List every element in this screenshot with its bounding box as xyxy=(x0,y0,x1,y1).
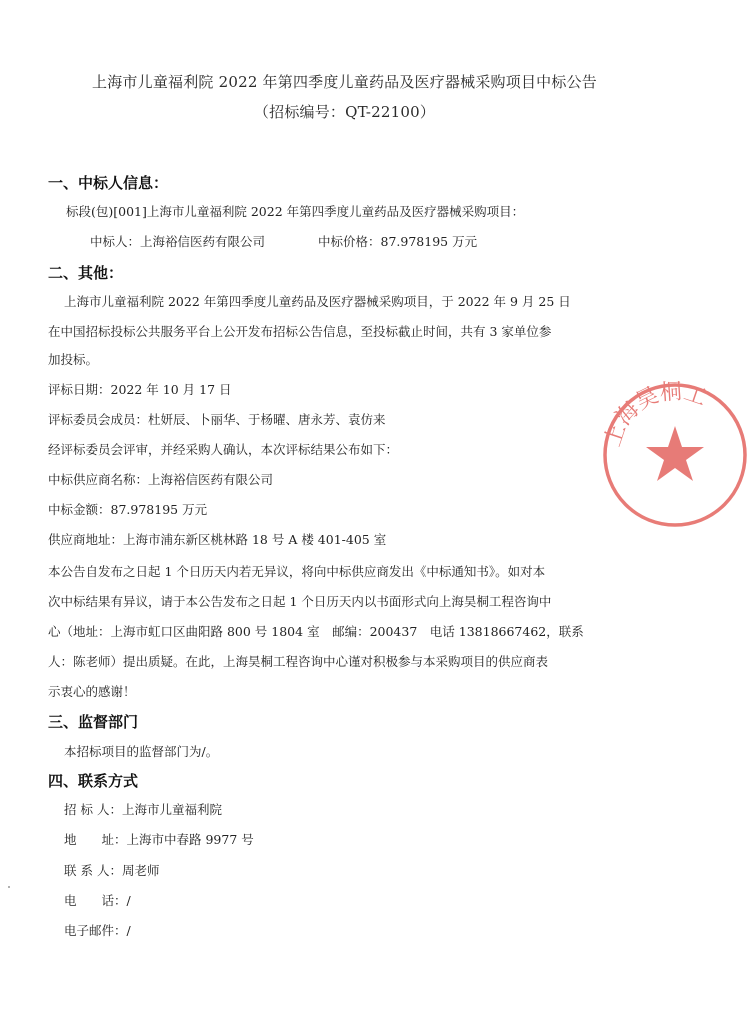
section-heading-supervision: 三、监督部门 xyxy=(48,713,139,731)
document-title: 上海市儿童福利院 2022 年第四季度儿童药品及医疗器械采购项目中标公告 xyxy=(92,73,597,91)
paragraph-line: 人：陈老师）提出质疑。在此，上海昊桐工程咨询中心谨对积极参与本采购项目的供应商表 xyxy=(48,654,549,669)
paragraph-line: 示衷心的感谢！ xyxy=(48,684,136,699)
tender-number: （招标编号：QT-22100） xyxy=(253,103,436,121)
winner-price: 中标价格：87.978195 万元 xyxy=(318,234,478,249)
lot-line: 标段(包)[001]上海市儿童福利院 2022 年第四季度儿童药品及医疗器械采购项目： xyxy=(66,204,525,219)
review-statement: 经评标委员会评审，并经采购人确认，本次评标结果公布如下： xyxy=(48,442,399,457)
contact-tenderer: 招 标 人：上海市儿童福利院 xyxy=(64,802,222,817)
paragraph-line: 在中国招标投标公共服务平台上公开发布招标公告信息，至投标截止时间，共有 3 家单位参 xyxy=(48,324,552,339)
paragraph-line: 上海市儿童福利院 2022 年第四季度儿童药品及医疗器械采购项目，于 2022 年 9 月 25 日 xyxy=(64,294,571,309)
contact-email: 电子邮件：/ xyxy=(64,923,131,938)
contact-phone: 电 话：/ xyxy=(64,893,131,908)
evaluation-date: 评标日期：2022 年 10 月 17 日 xyxy=(48,382,232,397)
official-seal-stamp xyxy=(600,380,750,530)
section-heading-contact: 四、联系方式 xyxy=(48,772,139,790)
section-heading-other: 二、其他： xyxy=(48,264,124,282)
scan-speck xyxy=(8,886,10,888)
paragraph-line: 心（地址：上海市虹口区曲阳路 800 号 1804 室 邮编：200437 电话 13818667462，联系 xyxy=(48,624,584,639)
paragraph-line: 次中标结果有异议，请于本公告发布之日起 1 个日历天内以书面形式向上海昊桐工程咨询中 xyxy=(48,594,552,609)
paragraph-line: 本公告自发布之日起 1 个日历天内若无异议，将向中标供应商发出《中标通知书》。如对本 xyxy=(48,564,546,579)
section-heading-winner-info: 一、中标人信息： xyxy=(48,174,169,192)
winning-amount: 中标金额：87.978195 万元 xyxy=(48,502,208,517)
seal-text: 上海昊桐工 xyxy=(600,380,710,450)
supplier-address: 供应商地址：上海市浦东新区桃林路 18 号 A 楼 401-405 室 xyxy=(48,532,387,547)
winning-supplier: 中标供应商名称：上海裕信医药有限公司 xyxy=(48,472,274,487)
contact-address: 地 址：上海市中春路 9977 号 xyxy=(64,832,254,847)
winner-name: 中标人：上海裕信医药有限公司 xyxy=(90,234,266,249)
seal-star-icon xyxy=(646,426,704,481)
committee-members: 评标委员会成员：杜妍辰、卜丽华、于杨曜、唐永芳、袁仿来 xyxy=(48,412,386,427)
supervision-text: 本招标项目的监督部门为/。 xyxy=(64,744,219,759)
contact-person: 联 系 人：周老师 xyxy=(64,863,160,878)
paragraph-line: 加投标。 xyxy=(48,352,99,367)
